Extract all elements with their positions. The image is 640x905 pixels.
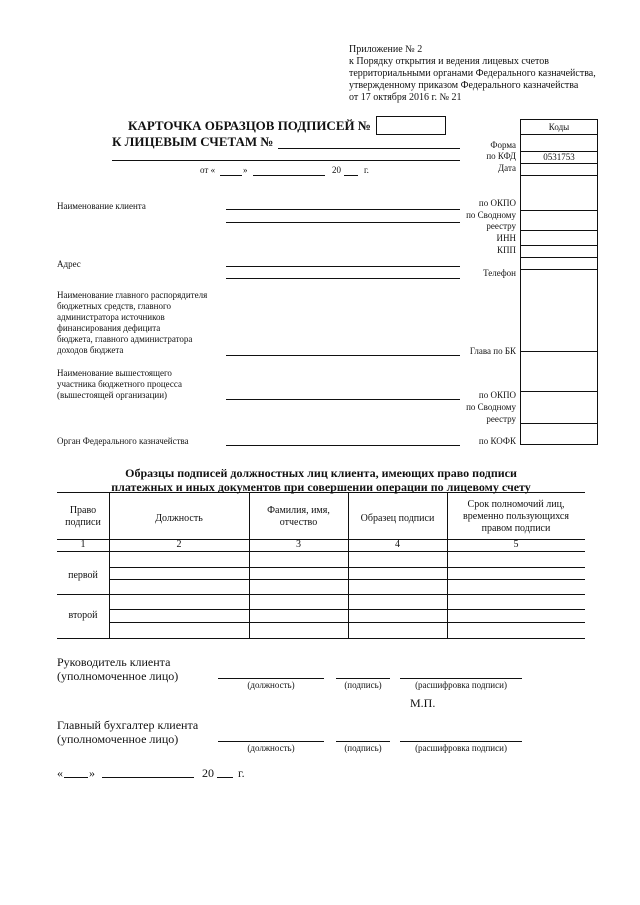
acc-signature-line[interactable]	[336, 741, 390, 742]
appendix-note	[349, 44, 596, 104]
acc-signature-caption: (подпись)	[344, 743, 382, 753]
col-num-2: 2	[176, 539, 182, 550]
svod-label-2: реестру	[486, 221, 516, 231]
treasury-label: Орган Федерального казначейства	[57, 436, 189, 446]
title-line1: КАРТОЧКА ОБРАЗЦОВ ПОДПИСЕЙ №	[128, 118, 371, 133]
head-signature-caption: (подпись)	[344, 680, 382, 690]
bottom-date-close: »	[89, 766, 95, 780]
accountant-label-line: Главный бухгалтер клиента	[57, 718, 199, 732]
appendix-line: от 17 октября 2016 г. № 21	[349, 92, 462, 103]
samples-heading-2: платежных и иных документов при совершении операции по лицевому счету	[111, 480, 531, 494]
head-position-line[interactable]	[218, 678, 324, 679]
row-second-label: второй	[68, 610, 98, 621]
col-header-2: Должность	[155, 513, 203, 524]
num-divider	[57, 551, 585, 552]
codes-cell-glava[interactable]	[521, 351, 597, 392]
chief-label-line: Наименование главного распорядителя	[57, 290, 208, 300]
phone-label: Телефон	[483, 268, 516, 278]
head-decoding-line[interactable]	[400, 678, 522, 679]
client-name-line-2[interactable]	[226, 222, 460, 223]
chief-label-line: доходов бюджета	[57, 345, 124, 355]
chief-label-line: администратора источников	[57, 312, 165, 322]
upper-label	[57, 368, 182, 401]
kfd-label: по КФД	[486, 151, 516, 161]
codes-cell-blank[interactable]	[521, 175, 597, 210]
appendix-line: утвержденному приказом Федерального казначейства	[349, 80, 579, 91]
upper-label-line: (вышестоящей организации)	[57, 390, 168, 400]
row-first-label: первой	[68, 570, 98, 581]
bottom-date-year: 20	[202, 766, 214, 780]
glava-label: Глава по БК	[469, 346, 516, 356]
date-mid: »	[243, 165, 248, 175]
date-prefix: от «	[200, 165, 216, 175]
codes-cell-phone[interactable]	[521, 269, 597, 352]
col-num-3: 3	[296, 539, 301, 550]
bottom-date-suffix: г.	[238, 766, 245, 780]
acc-position-line[interactable]	[218, 741, 324, 742]
row-divider	[57, 594, 585, 595]
okpo-label: по ОКПО	[478, 198, 516, 208]
codes-cell-okpo[interactable]	[521, 210, 597, 231]
inn-label: ИНН	[496, 233, 516, 243]
col-header-text: Право	[69, 505, 97, 516]
head-label	[57, 655, 178, 683]
appendix-line: Приложение № 2	[349, 44, 423, 55]
date-label: Дата	[498, 163, 516, 173]
col-header-5	[447, 499, 585, 535]
bottom-month-line[interactable]	[102, 777, 194, 778]
date-suffix: г.	[364, 165, 369, 175]
kofk-label: по КОФК	[478, 436, 516, 446]
acc-position-caption: (должность)	[247, 743, 295, 753]
row-first-line[interactable]	[109, 579, 585, 580]
title-date	[200, 165, 215, 176]
codes-cell-form[interactable]	[521, 134, 597, 152]
date-year: 20	[332, 165, 341, 175]
chief-label	[57, 290, 207, 356]
upper-label-line: Наименование вышестоящего	[57, 368, 172, 378]
card-number-box[interactable]	[376, 116, 446, 135]
head-label-line: Руководитель клиента	[57, 655, 171, 669]
accountant-label	[57, 718, 198, 746]
bottom-date-open: «	[57, 766, 63, 780]
head-signature-line[interactable]	[336, 678, 390, 679]
row-second-line[interactable]	[109, 609, 585, 610]
head-position-caption: (должность)	[247, 680, 295, 690]
treasury-line[interactable]	[226, 445, 460, 446]
address-label: Адрес	[57, 259, 81, 269]
codes-cell-okpo2[interactable]	[521, 391, 597, 424]
upper-line[interactable]	[226, 399, 460, 400]
stamp-place: М.П.	[410, 696, 436, 710]
appendix-line: к Порядку открытия и ведения лицевых счетов	[349, 56, 550, 67]
col-num-1: 1	[80, 539, 86, 550]
col-header-text: подписи	[65, 517, 101, 528]
date-day-line[interactable]	[220, 175, 242, 176]
okpo2-label: по ОКПО	[478, 390, 516, 400]
svod-label: по Сводному	[466, 210, 516, 220]
col-header-text: Срок полномочий лиц,	[467, 499, 565, 510]
head-label-line: (уполномоченное лицо)	[57, 669, 179, 683]
client-name-label: Наименование клиента	[57, 201, 146, 211]
svod3-label: по Сводному	[466, 402, 516, 412]
col-num-5: 5	[513, 539, 519, 550]
address-line[interactable]	[226, 266, 460, 267]
col-header-text: Фамилия, имя,	[267, 505, 330, 516]
codes-cell-kfd: 0531753	[521, 151, 597, 164]
col-header-text: правом подписи	[481, 523, 551, 534]
col-header-1	[57, 505, 109, 529]
bottom-year-line[interactable]	[217, 777, 233, 778]
account-number-line-2[interactable]	[112, 160, 460, 161]
col-header-text: временно пользующихся	[463, 511, 569, 522]
codes-cell-svod[interactable]	[521, 230, 597, 246]
chief-label-line: бюджета, главного администратора	[57, 334, 193, 344]
col-header-4: Образец подписи	[360, 513, 435, 524]
codes-header: Коды	[521, 120, 597, 135]
accountant-label-line: (уполномоченное лицо)	[57, 732, 179, 746]
account-number-line[interactable]	[278, 148, 460, 149]
chief-line[interactable]	[226, 355, 460, 356]
head-decoding-caption: (расшифровка подписи)	[415, 680, 507, 690]
samples-heading-1: Образцы подписей должностных лиц клиента, имеющих право подписи	[125, 466, 517, 480]
form-label: Форма	[490, 140, 516, 150]
address-line-2[interactable]	[226, 278, 460, 279]
row-first-line[interactable]	[109, 567, 585, 568]
signature-samples-table	[57, 492, 585, 639]
codes-table	[520, 119, 598, 445]
bottom-day-line[interactable]	[64, 777, 88, 778]
title-line2: К ЛИЦЕВЫМ СЧЕТАМ №	[112, 134, 274, 149]
chief-label-line: финансирования дефицита	[57, 323, 161, 333]
col-header-text: отчество	[279, 517, 318, 528]
col-header-3	[249, 505, 348, 529]
kpp-label: КПП	[496, 245, 516, 255]
acc-decoding-line[interactable]	[400, 741, 522, 742]
svod4-label: реестру	[486, 414, 516, 424]
upper-label-line: участника бюджетного процесса	[57, 379, 182, 389]
date-month-line[interactable]	[253, 175, 325, 176]
appendix-line: территориальными органами Федерального казначейства,	[349, 68, 596, 79]
date-year-line[interactable]	[344, 175, 358, 176]
row-second-line[interactable]	[109, 622, 585, 623]
col-num-4: 4	[395, 539, 400, 550]
client-name-line[interactable]	[226, 209, 460, 210]
acc-decoding-caption: (расшифровка подписи)	[415, 743, 507, 753]
chief-label-line: бюджетных средств, главного	[57, 301, 171, 311]
